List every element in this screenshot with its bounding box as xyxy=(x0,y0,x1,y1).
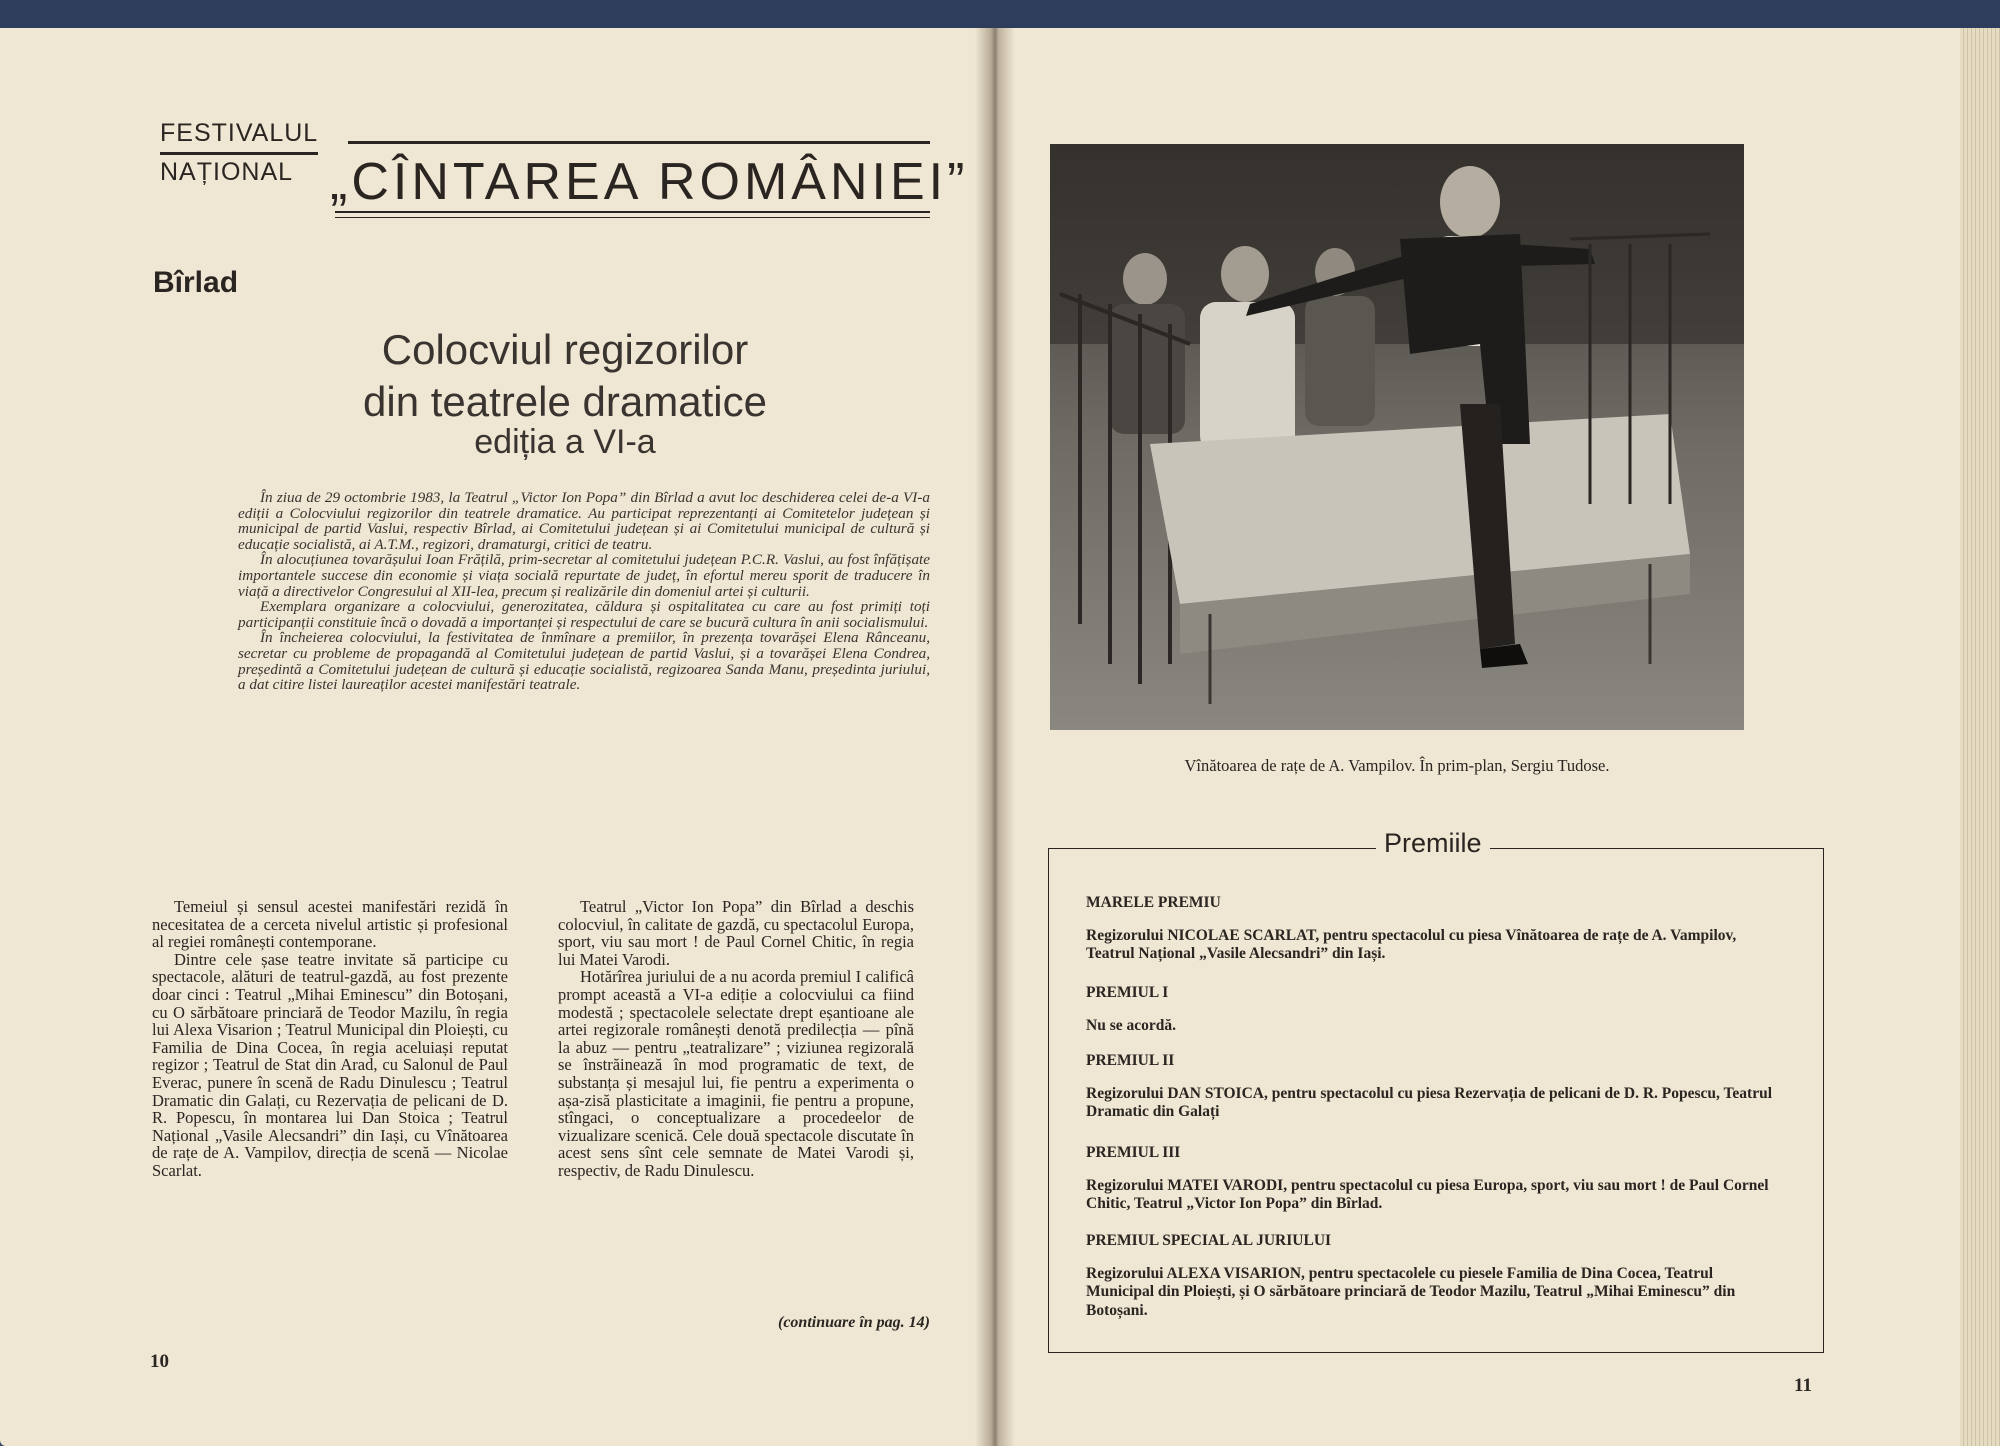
prize-text: Nu se acordă. xyxy=(1086,1016,1176,1034)
festival-label: FESTIVALUL NAȚIONAL xyxy=(160,116,318,189)
intro-paragraph: În încheierea colocviului, la festivitatea de înmînare a premiilor, în prezența tovarășei Elena Rânceanu, secretar cu probleme de propagandă al Comitetului județean de partid Vaslui, și a tovarășei Elena Condrea, președintă a Comitetului județean de cultură și educație socialistă, regizoarea Sanda Manu, președinta juriului, a dat citire listei laureaților acestei manifestări teatrale. xyxy=(238,629,930,694)
prize-level: PREMIUL II xyxy=(1086,1052,1175,1069)
prize-entry xyxy=(1086,1144,1782,1214)
article-column-2 xyxy=(558,898,914,1180)
header-rule xyxy=(335,211,930,213)
theatre-photo xyxy=(1050,144,1744,730)
header-rule xyxy=(335,217,930,218)
article-title: Colocviul regizorilor din teatrele dramatice xyxy=(363,326,767,425)
book-cover-edge xyxy=(0,0,2000,28)
article-intro xyxy=(238,490,930,693)
left-page xyxy=(0,28,992,1446)
intro-paragraph: Exemplara organizare a colocviului, generozitatea, căldura și ospitalitatea cu care au fost primiți toți participanții constituie încă o dovadă a importanței și respectului de care se bucură cultura în anii socialismului. xyxy=(238,598,930,631)
prize-entry xyxy=(1086,1052,1782,1122)
prize-level: PREMIUL I xyxy=(1086,984,1169,1001)
festival-title: „CÎNTAREA ROMÂNIEI” xyxy=(330,153,969,211)
page-number: 10 xyxy=(150,1351,169,1372)
prizes-title: Premiile xyxy=(1376,828,1490,859)
city-heading: Bîrlad xyxy=(153,266,239,299)
page-edges xyxy=(1960,28,2000,1446)
prize-text: Regizorului NICOLAE SCARLAT, pentru spectacolul cu piesa Vînătoarea de rațe de A. Vampilov, Teatrul Național „Vasile Alecsandri” din Iași. xyxy=(1086,926,1737,962)
theatre-photo-illustration xyxy=(1050,144,1744,730)
body-paragraph: Teatrul „Victor Ion Popa” din Bîrlad a deschis colocviul, în calitate de gazdă, cu spectacolul Europa, sport, viu sau mort ! de Paul Cornel Chitic, în regia lui Matei Varodi. xyxy=(558,897,914,969)
magazine-spread xyxy=(0,28,2000,1446)
prize-entry xyxy=(1086,1232,1782,1320)
prize-level: MARELE PREMIU xyxy=(1086,894,1221,911)
prize-text: Regizorului MATEI VARODI, pentru spectacolul cu piesa Europa, sport, viu sau mort ! de Paul Cornel Chitic, Teatrul „Victor Ion Popa” din Bîrlad. xyxy=(1086,1176,1769,1212)
book-gutter xyxy=(975,28,1015,1446)
body-paragraph: Temeiul și sensul acestei manifestări rezidă în necesitatea de a cerceta nivelul artistic și profesional al regiei românești contemporane. xyxy=(152,897,508,952)
prize-entry xyxy=(1086,894,1782,964)
prize-text: Regizorului ALEXA VISARION, pentru spectacolele cu piesele Familia de Dina Cocea, Teatrul Municipal din Ploiești, și O sărbătoare princiară de Teodor Mazilu, Teatrul „Mihai Eminescu” din Botoșani. xyxy=(1086,1264,1736,1319)
intro-paragraph: În ziua de 29 octombrie 1983, la Teatrul „Victor Ion Popa” din Bîrlad a avut loc deschiderea celei de-a VI-a ediții a Colocviului regizorilor din teatrele dramatice. Au participat reprezentanți ai Comitetelor județean și municipal de partid Vaslui, respectiv Bîrlad, ai Comitetului județean și ai Comitetului municipal de cultură și educație socialistă, ai A.T.M., regizori, dramaturgi, critici de teatru. xyxy=(238,489,930,553)
article-column-1 xyxy=(152,898,508,1180)
intro-paragraph: În alocuțiunea tovarășului Ioan Frățilă, prim-secretar al comitetului județean P.C.R. Vaslui, au fost înfățișate importantele succese din economie și viața socială repurtate de județ, în efortul mereu sporit de traducere în viață a directivelor Congresului al XII-lea, precum și realizările din domeniul artei și culturii. xyxy=(238,551,930,600)
body-paragraph: Dintre cele șase teatre invitate să participe cu spectacole, alături de teatrul-gazdă, au fost prezente doar cinci : Teatrul „Mihai Eminescu” din Botoșani, cu O sărbătoare princiară de Teodor Mazilu, în regia lui Alexa Visarion ; Teatrul Municipal din Ploiești, cu Familia de Dina Cocea, în regia aceluiași reputat regizor ; Teatrul de Stat din Arad, cu Salonul de Paul Everac, punere în scenă de Radu Dinulescu ; Teatrul Dramatic din Galați, cu Rezervația de pelicani de D. R. Popescu, în montarea lui Dan Stoica ; Teatrul Național „Vasile Alecsandri” din Iași, cu Vînătoarea de rațe de A. Vampilov, direcția de scenă — Nicolae Scarlat. xyxy=(152,949,508,1180)
prize-text: Regizorului DAN STOICA, pentru spectacolul cu piesa Rezervația de pelicani de D. R. Popescu, Teatrul Dramatic din Galați xyxy=(1086,1084,1773,1120)
header-rule xyxy=(348,141,930,144)
prize-level: PREMIUL SPECIAL AL JURIULUI xyxy=(1086,1232,1332,1249)
continuation-note: (continuare în pag. 14) xyxy=(777,1314,930,1331)
prize-level: PREMIUL III xyxy=(1086,1144,1181,1161)
article-edition: ediția a VI-a xyxy=(474,423,656,461)
page-number: 11 xyxy=(1794,1375,1812,1396)
prize-entry xyxy=(1086,984,1782,1035)
photo-caption: Vînătoarea de rațe de A. Vampilov. În prim-plan, Sergiu Tudose. xyxy=(1184,756,1610,775)
body-paragraph: Hotărîrea juriului de a nu acorda premiul I calificâ prompt această a VI-a ediție a colocviului ca fiind modestă ; spectacolele selectate drept eșantioane ale artei regizorale românești denotă predilecția — pînă la abuz — pentru „teatralizare” ; viziunea regizorală se înstrăinează în mod programatic de text, de substanța și mesajul lui, fie pentru a experimenta o așa-zisă plasticitate a imaginii, fie pentru a propune, stîngaci, o conceptualizare a procedeelor de vizualizare scenică. Cele două spectacole discutate în acest sens sînt cele semnate de Matei Varodi și, respectiv, de Radu Dinulescu. xyxy=(558,967,914,1180)
